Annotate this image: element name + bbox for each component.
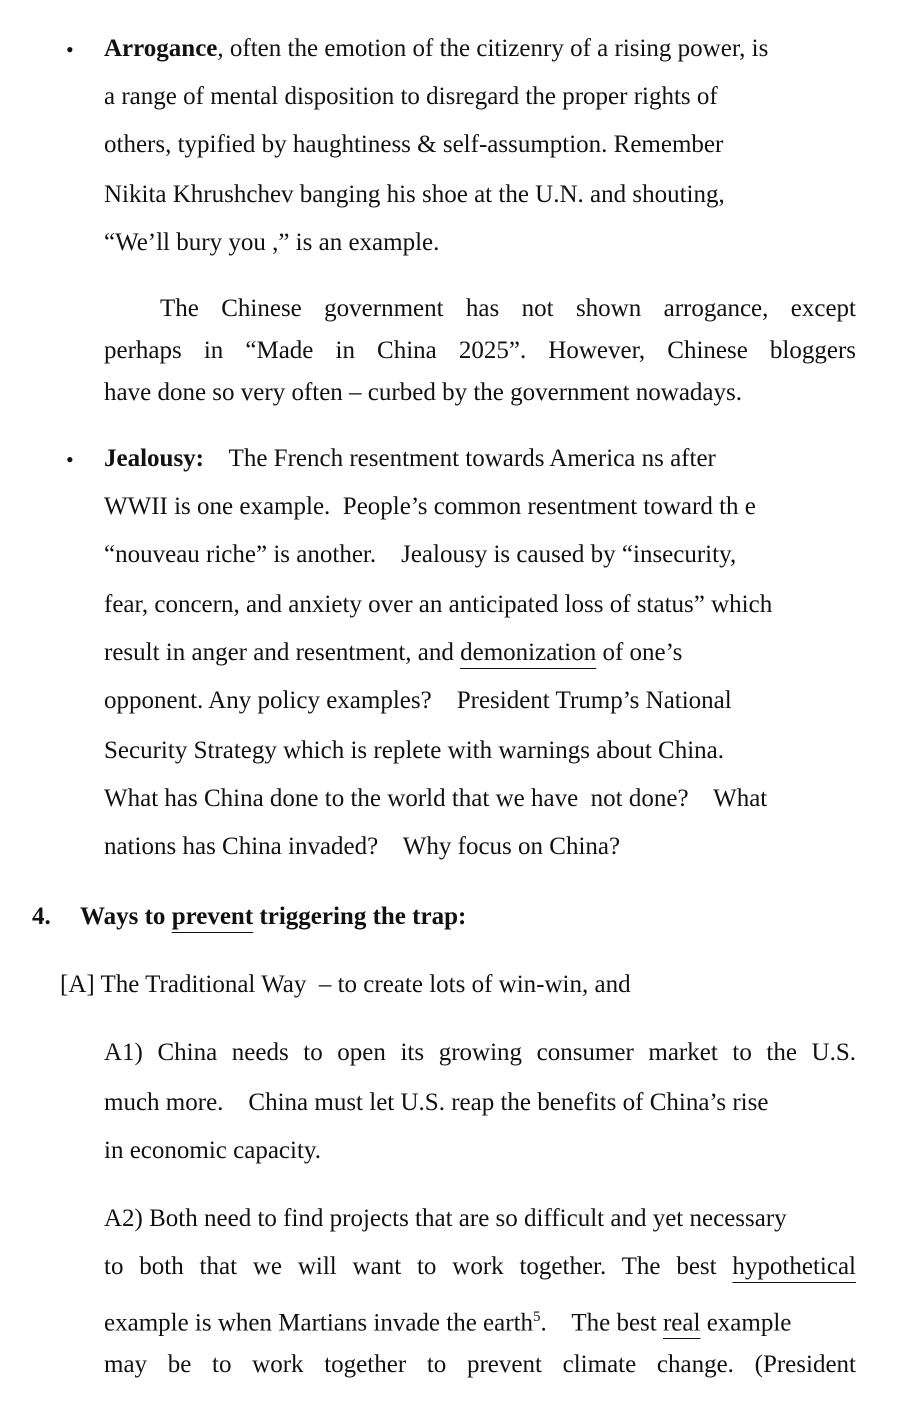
jealousy-text-1: The French resentment towards America ns after bbox=[204, 445, 716, 472]
arrogance-term: Arrogance bbox=[104, 35, 218, 62]
jealousy-line-1 bbox=[104, 444, 716, 474]
jealousy-line-4: fear, concern, and anxiety over an anticipated loss of status” which bbox=[104, 591, 773, 618]
a2-line-3 bbox=[104, 1302, 791, 1338]
jealousy-text-5a: result in anger and resentment, and bbox=[104, 639, 461, 666]
a1-text-1: A1) China needs to open its growing consumer market to the U.S. bbox=[104, 1039, 856, 1066]
arrogance-line-3: others, typified by haughtiness & self-assumption. Remember bbox=[104, 131, 724, 158]
arrogance-line-1 bbox=[104, 34, 768, 64]
arrogance-line-5: “We’ll bury you ,” is an example. bbox=[104, 229, 440, 256]
demonization-underlined: demonization bbox=[460, 639, 597, 666]
chinese-gov-line-3: have done so very often – curbed by the government nowadays. bbox=[104, 379, 743, 406]
real-underlined: real bbox=[662, 1309, 701, 1337]
jealousy-line-9: nations has China invaded? Why focus on China? bbox=[104, 833, 621, 860]
jealousy-line-6: opponent. Any policy examples? President Trump’s National bbox=[104, 687, 732, 714]
a1-line-1 bbox=[104, 1038, 856, 1068]
a2-text-2a: to both that we will want to work together. The best bbox=[104, 1253, 733, 1280]
jealousy-line-7: Security Strategy which is replete with warnings about China. bbox=[104, 737, 725, 764]
a2-text-3a: example is when Martians invade the earth bbox=[104, 1309, 534, 1337]
chinese-gov-text-1: The Chinese government has not shown arrogance, except bbox=[160, 295, 856, 322]
jealousy-line-5 bbox=[104, 638, 682, 668]
footnote-5[interactable]: 5 bbox=[533, 1309, 541, 1325]
a2-line-4 bbox=[104, 1350, 856, 1380]
section-4-text-b: triggering the trap: bbox=[253, 903, 467, 930]
prevent-underlined: prevent bbox=[171, 903, 254, 930]
chinese-gov-text-2: perhaps in “Made in China 2025”. However, Chinese bloggers bbox=[104, 337, 856, 364]
bullet-arrogance: • bbox=[66, 37, 74, 62]
jealousy-line-2: WWII is one example. People’s common resentment toward th e bbox=[104, 493, 756, 520]
section-4-heading bbox=[80, 902, 466, 932]
section-4-number: 4. bbox=[32, 903, 51, 930]
a2-text-4: may be to work together to prevent climate change. (President bbox=[104, 1351, 856, 1378]
a2-text-3b: . The best bbox=[540, 1309, 663, 1337]
a2-text-3c: example bbox=[700, 1309, 792, 1337]
arrogance-text-1: , often the emotion of the citizenry of a rising power, is bbox=[217, 35, 769, 62]
traditional-way-heading: [A] The Traditional Way – to create lots of win-win, and bbox=[60, 971, 631, 998]
arrogance-line-4: Nikita Khrushchev banging his shoe at the U.N. and shouting, bbox=[104, 181, 725, 208]
jealousy-line-3: “nouveau riche” is another. Jealousy is caused by “insecurity, bbox=[104, 541, 737, 568]
chinese-gov-line-2 bbox=[104, 336, 856, 366]
a1-line-2: much more. China must let U.S. reap the benefits of China’s rise bbox=[104, 1089, 769, 1116]
section-4-text-a: Ways to bbox=[80, 903, 172, 930]
jealousy-text-5b: of one’s bbox=[596, 639, 683, 666]
arrogance-line-2: a range of mental disposition to disregard the proper rights of bbox=[104, 83, 718, 110]
a2-line-2 bbox=[104, 1252, 856, 1282]
a1-line-3: in economic capacity. bbox=[104, 1137, 322, 1164]
bullet-jealousy: • bbox=[66, 447, 74, 472]
jealousy-term: Jealousy: bbox=[104, 445, 204, 472]
a2-line-1: A2) Both need to find projects that are so difficult and yet necessary bbox=[104, 1205, 787, 1232]
chinese-gov-line-1 bbox=[160, 294, 856, 324]
hypothetical-underlined: hypothetical bbox=[732, 1253, 856, 1280]
jealousy-line-8: What has China done to the world that we have not done? What bbox=[104, 785, 768, 812]
